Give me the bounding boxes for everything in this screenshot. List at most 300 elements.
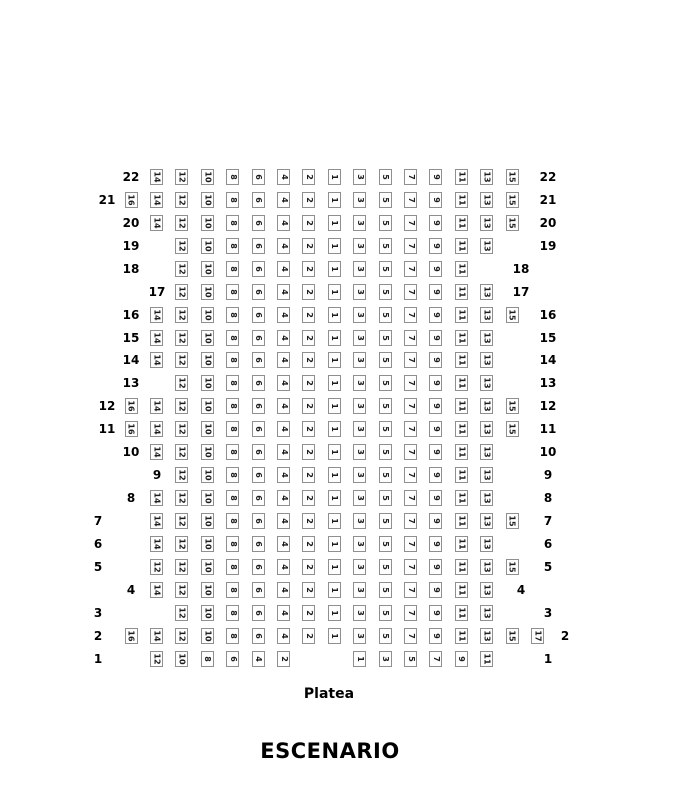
seat-row5-4[interactable] [277,559,290,575]
seat-row9-5[interactable] [379,467,392,483]
seat-row5-5[interactable] [379,559,392,575]
seat-row4-11[interactable] [455,582,468,598]
seat-row3-12[interactable] [175,605,188,621]
seat-row5-10[interactable] [201,559,214,575]
seat-row16-12[interactable] [175,307,188,323]
seat-row17-9[interactable] [429,284,442,300]
seat-row22-10[interactable] [201,169,214,185]
seat-row22-13[interactable] [480,169,493,185]
seat-row12-8[interactable] [226,398,239,414]
seat-row15-1[interactable] [328,330,341,346]
seat-row9-4[interactable] [277,467,290,483]
seat-row21-7[interactable] [404,192,417,208]
seat-row21-9[interactable] [429,192,442,208]
seat-row3-7[interactable] [404,605,417,621]
seat-row16-3[interactable] [353,307,366,323]
seat-row19-1[interactable] [328,238,341,254]
seat-row2-7[interactable] [404,628,417,644]
seat-row14-9[interactable] [429,352,442,368]
seat-row13-4[interactable] [277,375,290,391]
seat-row9-3[interactable] [353,467,366,483]
seat-row20-14[interactable] [150,215,163,231]
seat-row19-10[interactable] [201,238,214,254]
seat-row13-13[interactable] [480,375,493,391]
seat-row4-9[interactable] [429,582,442,598]
seat-row10-2[interactable] [302,444,315,460]
seat-row16-10[interactable] [201,307,214,323]
seat-row19-5[interactable] [379,238,392,254]
seat-row16-6[interactable] [252,307,265,323]
seat-row11-7[interactable] [404,421,417,437]
seat-row8-1[interactable] [328,490,341,506]
seat-row14-5[interactable] [379,352,392,368]
seat-row6-12[interactable] [175,536,188,552]
seat-row14-2[interactable] [302,352,315,368]
seat-row17-7[interactable] [404,284,417,300]
seat-row21-1[interactable] [328,192,341,208]
seat-row7-10[interactable] [201,513,214,529]
seat-row22-3[interactable] [353,169,366,185]
seat-row4-12[interactable] [175,582,188,598]
seat-row11-9[interactable] [429,421,442,437]
seat-row15-10[interactable] [201,330,214,346]
seat-row9-11[interactable] [455,467,468,483]
seat-row3-1[interactable] [328,605,341,621]
seat-row1-12[interactable] [150,651,163,667]
seat-row10-5[interactable] [379,444,392,460]
seat-row19-9[interactable] [429,238,442,254]
seat-row5-8[interactable] [226,559,239,575]
seat-row4-7[interactable] [404,582,417,598]
seat-row18-5[interactable] [379,261,392,277]
seat-row5-7[interactable] [404,559,417,575]
seat-row3-6[interactable] [252,605,265,621]
seat-row3-9[interactable] [429,605,442,621]
seat-row17-8[interactable] [226,284,239,300]
seat-row4-6[interactable] [252,582,265,598]
seat-row22-1[interactable] [328,169,341,185]
seat-row13-11[interactable] [455,375,468,391]
seat-row7-4[interactable] [277,513,290,529]
seat-row15-14[interactable] [150,330,163,346]
seat-row20-12[interactable] [175,215,188,231]
seat-row10-7[interactable] [404,444,417,460]
seat-row13-3[interactable] [353,375,366,391]
seat-row10-8[interactable] [226,444,239,460]
seat-row19-11[interactable] [455,238,468,254]
seat-row2-13[interactable] [480,628,493,644]
seat-row5-13[interactable] [480,559,493,575]
seat-row15-13[interactable] [480,330,493,346]
seat-row5-6[interactable] [252,559,265,575]
seat-row18-2[interactable] [302,261,315,277]
seat-row11-8[interactable] [226,421,239,437]
seat-row21-12[interactable] [175,192,188,208]
seat-row15-3[interactable] [353,330,366,346]
seat-row2-15[interactable] [506,628,519,644]
seat-row2-5[interactable] [379,628,392,644]
seat-row2-16[interactable] [125,628,138,644]
seat-row9-7[interactable] [404,467,417,483]
seat-row9-2[interactable] [302,467,315,483]
seat-row8-5[interactable] [379,490,392,506]
seat-row5-12[interactable] [175,559,188,575]
seat-row22-15[interactable] [506,169,519,185]
seat-row11-2[interactable] [302,421,315,437]
seat-row2-9[interactable] [429,628,442,644]
seat-row9-12[interactable] [175,467,188,483]
seat-row6-8[interactable] [226,536,239,552]
seat-row11-12[interactable] [175,421,188,437]
seat-row18-8[interactable] [226,261,239,277]
seat-row10-14[interactable] [150,444,163,460]
seat-row8-12[interactable] [175,490,188,506]
seat-row18-12[interactable] [175,261,188,277]
seat-row15-2[interactable] [302,330,315,346]
seat-row17-10[interactable] [201,284,214,300]
seat-row10-12[interactable] [175,444,188,460]
seat-row19-8[interactable] [226,238,239,254]
seat-row12-4[interactable] [277,398,290,414]
seat-row12-3[interactable] [353,398,366,414]
seat-row11-14[interactable] [150,421,163,437]
seat-row3-13[interactable] [480,605,493,621]
seat-row2-2[interactable] [302,628,315,644]
seat-row16-13[interactable] [480,307,493,323]
seat-row14-8[interactable] [226,352,239,368]
seat-row2-10[interactable] [201,628,214,644]
seat-row20-9[interactable] [429,215,442,231]
seat-row3-2[interactable] [302,605,315,621]
seat-row19-2[interactable] [302,238,315,254]
seat-row12-2[interactable] [302,398,315,414]
seat-row22-8[interactable] [226,169,239,185]
seat-row21-6[interactable] [252,192,265,208]
seat-row22-4[interactable] [277,169,290,185]
seat-row21-4[interactable] [277,192,290,208]
seat-row15-6[interactable] [252,330,265,346]
seat-row1-9[interactable] [455,651,468,667]
seat-row16-14[interactable] [150,307,163,323]
seat-row6-14[interactable] [150,536,163,552]
seat-row6-7[interactable] [404,536,417,552]
seat-row13-8[interactable] [226,375,239,391]
seat-row8-9[interactable] [429,490,442,506]
seat-row22-11[interactable] [455,169,468,185]
seat-row18-6[interactable] [252,261,265,277]
seat-row2-8[interactable] [226,628,239,644]
seat-row10-10[interactable] [201,444,214,460]
seat-row2-4[interactable] [277,628,290,644]
seat-row22-6[interactable] [252,169,265,185]
seat-row19-12[interactable] [175,238,188,254]
seat-row21-3[interactable] [353,192,366,208]
seat-row17-3[interactable] [353,284,366,300]
seat-row8-2[interactable] [302,490,315,506]
seat-row15-9[interactable] [429,330,442,346]
seat-row20-15[interactable] [506,215,519,231]
seat-row2-12[interactable] [175,628,188,644]
seat-row1-5[interactable] [404,651,417,667]
seat-row20-5[interactable] [379,215,392,231]
seat-row10-13[interactable] [480,444,493,460]
seat-row22-9[interactable] [429,169,442,185]
seat-row12-5[interactable] [379,398,392,414]
seat-row3-4[interactable] [277,605,290,621]
seat-row13-12[interactable] [175,375,188,391]
seat-row20-6[interactable] [252,215,265,231]
seat-row1-2[interactable] [277,651,290,667]
seat-row1-7[interactable] [429,651,442,667]
seat-row20-7[interactable] [404,215,417,231]
seat-row14-1[interactable] [328,352,341,368]
seat-row13-6[interactable] [252,375,265,391]
seat-row7-9[interactable] [429,513,442,529]
seat-row7-13[interactable] [480,513,493,529]
seat-row14-13[interactable] [480,352,493,368]
seat-row7-15[interactable] [506,513,519,529]
seat-row21-8[interactable] [226,192,239,208]
seat-row4-2[interactable] [302,582,315,598]
seat-row11-6[interactable] [252,421,265,437]
seat-row4-3[interactable] [353,582,366,598]
seat-row12-7[interactable] [404,398,417,414]
seat-row2-11[interactable] [455,628,468,644]
seat-row20-4[interactable] [277,215,290,231]
seat-row12-14[interactable] [150,398,163,414]
seat-row9-6[interactable] [252,467,265,483]
seat-row12-6[interactable] [252,398,265,414]
seat-row3-10[interactable] [201,605,214,621]
seat-row9-13[interactable] [480,467,493,483]
seat-row14-14[interactable] [150,352,163,368]
seat-row12-16[interactable] [125,398,138,414]
seat-row4-4[interactable] [277,582,290,598]
seat-row22-7[interactable] [404,169,417,185]
seat-row2-3[interactable] [353,628,366,644]
seat-row21-15[interactable] [506,192,519,208]
seat-row20-10[interactable] [201,215,214,231]
seat-row2-14[interactable] [150,628,163,644]
seat-row9-1[interactable] [328,467,341,483]
seat-row5-9[interactable] [429,559,442,575]
seat-row21-16[interactable] [125,192,138,208]
seat-row21-14[interactable] [150,192,163,208]
seat-row3-3[interactable] [353,605,366,621]
seat-row6-13[interactable] [480,536,493,552]
seat-row1-8[interactable] [201,651,214,667]
seat-row11-10[interactable] [201,421,214,437]
seat-row5-15[interactable] [506,559,519,575]
seat-row20-1[interactable] [328,215,341,231]
seat-row19-4[interactable] [277,238,290,254]
seat-row13-9[interactable] [429,375,442,391]
seat-row2-1[interactable] [328,628,341,644]
seat-row6-4[interactable] [277,536,290,552]
seat-row8-6[interactable] [252,490,265,506]
seat-row3-11[interactable] [455,605,468,621]
seat-row12-12[interactable] [175,398,188,414]
seat-row18-1[interactable] [328,261,341,277]
seat-row16-9[interactable] [429,307,442,323]
seat-row4-8[interactable] [226,582,239,598]
seat-row20-11[interactable] [455,215,468,231]
seat-row14-12[interactable] [175,352,188,368]
seat-row10-9[interactable] [429,444,442,460]
seat-row20-13[interactable] [480,215,493,231]
seat-row12-10[interactable] [201,398,214,414]
seat-row5-2[interactable] [302,559,315,575]
seat-row1-11[interactable] [480,651,493,667]
seat-row16-1[interactable] [328,307,341,323]
seat-row5-11[interactable] [455,559,468,575]
seat-row17-4[interactable] [277,284,290,300]
seat-row6-11[interactable] [455,536,468,552]
seat-row10-3[interactable] [353,444,366,460]
seat-row10-1[interactable] [328,444,341,460]
seat-row11-5[interactable] [379,421,392,437]
seat-row8-10[interactable] [201,490,214,506]
seat-row7-3[interactable] [353,513,366,529]
seat-row10-6[interactable] [252,444,265,460]
seat-row1-3[interactable] [379,651,392,667]
seat-row22-12[interactable] [175,169,188,185]
seat-row7-2[interactable] [302,513,315,529]
seat-row16-4[interactable] [277,307,290,323]
seat-row3-8[interactable] [226,605,239,621]
seat-row4-14[interactable] [150,582,163,598]
seat-row17-5[interactable] [379,284,392,300]
seat-row17-12[interactable] [175,284,188,300]
seat-row14-7[interactable] [404,352,417,368]
seat-row7-1[interactable] [328,513,341,529]
seat-row20-8[interactable] [226,215,239,231]
seat-row11-3[interactable] [353,421,366,437]
seat-row17-13[interactable] [480,284,493,300]
seat-row18-7[interactable] [404,261,417,277]
seat-row1-1[interactable] [353,651,366,667]
seat-row14-11[interactable] [455,352,468,368]
seat-row6-6[interactable] [252,536,265,552]
seat-row11-4[interactable] [277,421,290,437]
seat-row10-11[interactable] [455,444,468,460]
seat-row9-8[interactable] [226,467,239,483]
seat-row7-12[interactable] [175,513,188,529]
seat-row3-5[interactable] [379,605,392,621]
seat-row13-1[interactable] [328,375,341,391]
seat-row19-6[interactable] [252,238,265,254]
seat-row1-10[interactable] [175,651,188,667]
seat-row7-6[interactable] [252,513,265,529]
seat-row17-6[interactable] [252,284,265,300]
seat-row2-6[interactable] [252,628,265,644]
seat-row7-14[interactable] [150,513,163,529]
seat-row15-4[interactable] [277,330,290,346]
seat-row9-10[interactable] [201,467,214,483]
seat-row6-5[interactable] [379,536,392,552]
seat-row19-7[interactable] [404,238,417,254]
seat-row12-15[interactable] [506,398,519,414]
seat-row6-10[interactable] [201,536,214,552]
seat-row1-6[interactable] [226,651,239,667]
seat-row12-9[interactable] [429,398,442,414]
seat-row11-11[interactable] [455,421,468,437]
seat-row4-13[interactable] [480,582,493,598]
seat-row21-11[interactable] [455,192,468,208]
seat-row15-5[interactable] [379,330,392,346]
seat-row11-16[interactable] [125,421,138,437]
seat-row15-12[interactable] [175,330,188,346]
seat-row20-2[interactable] [302,215,315,231]
seat-row11-15[interactable] [506,421,519,437]
seat-row22-5[interactable] [379,169,392,185]
seat-row19-13[interactable] [480,238,493,254]
seat-row4-1[interactable] [328,582,341,598]
seat-row12-1[interactable] [328,398,341,414]
seat-row14-4[interactable] [277,352,290,368]
seat-row16-7[interactable] [404,307,417,323]
seat-row16-8[interactable] [226,307,239,323]
seat-row18-9[interactable] [429,261,442,277]
seat-row8-4[interactable] [277,490,290,506]
seat-row20-3[interactable] [353,215,366,231]
seat-row8-11[interactable] [455,490,468,506]
seat-row16-15[interactable] [506,307,519,323]
seat-row13-10[interactable] [201,375,214,391]
seat-row22-2[interactable] [302,169,315,185]
seat-row5-12[interactable] [150,559,163,575]
seat-row8-8[interactable] [226,490,239,506]
seat-row4-5[interactable] [379,582,392,598]
seat-row7-5[interactable] [379,513,392,529]
seat-row18-4[interactable] [277,261,290,277]
seat-row7-8[interactable] [226,513,239,529]
seat-row6-2[interactable] [302,536,315,552]
seat-row10-4[interactable] [277,444,290,460]
seat-row11-13[interactable] [480,421,493,437]
seat-row19-3[interactable] [353,238,366,254]
seat-row8-14[interactable] [150,490,163,506]
seat-row11-1[interactable] [328,421,341,437]
seat-row21-2[interactable] [302,192,315,208]
seat-row12-13[interactable] [480,398,493,414]
seat-row15-7[interactable] [404,330,417,346]
seat-row2-17[interactable] [531,628,544,644]
seat-row12-11[interactable] [455,398,468,414]
seat-row1-4[interactable] [252,651,265,667]
seat-row6-3[interactable] [353,536,366,552]
seat-row16-2[interactable] [302,307,315,323]
seat-row7-7[interactable] [404,513,417,529]
seat-row22-14[interactable] [150,169,163,185]
seat-row17-2[interactable] [302,284,315,300]
seat-row21-10[interactable] [201,192,214,208]
seat-row8-13[interactable] [480,490,493,506]
seat-row16-11[interactable] [455,307,468,323]
seat-row17-1[interactable] [328,284,341,300]
seat-row14-3[interactable] [353,352,366,368]
seat-row8-7[interactable] [404,490,417,506]
seat-row5-3[interactable] [353,559,366,575]
seat-row13-2[interactable] [302,375,315,391]
seat-row15-8[interactable] [226,330,239,346]
seat-row21-5[interactable] [379,192,392,208]
seat-row15-11[interactable] [455,330,468,346]
seat-row13-5[interactable] [379,375,392,391]
seat-row18-10[interactable] [201,261,214,277]
seat-row5-1[interactable] [328,559,341,575]
seat-row8-3[interactable] [353,490,366,506]
